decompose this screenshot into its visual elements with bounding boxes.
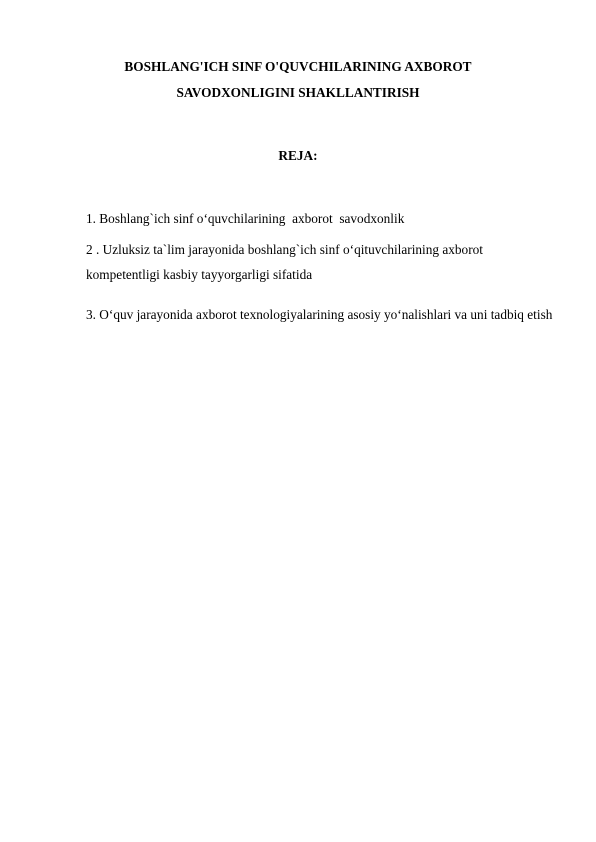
document-title-line-2: SAVODXONLIGINI SHAKLLANTIRISH (176, 85, 420, 100)
plan-item-1: 1. Boshlang`ich sinf o‘quvchilarining axborot savodxonlik (86, 211, 405, 226)
document-title-line-1: BOSHLANG'ICH SINF O'QUVCHILARINING AXBOROT (124, 59, 472, 74)
plan-item-2: 2 . Uzluksiz ta`lim jarayonida boshlang`ich sinf o‘qituvchilarining axborot kompetentligi kasbiy tayyorgarligi sifatida (86, 242, 487, 282)
plan-heading: REJA: (278, 148, 318, 163)
plan-item-3: 3. O‘quv jarayonida axborot texnologiyalarining asosiy yo‘nalishlari va uni tadbiq etish (86, 307, 553, 322)
